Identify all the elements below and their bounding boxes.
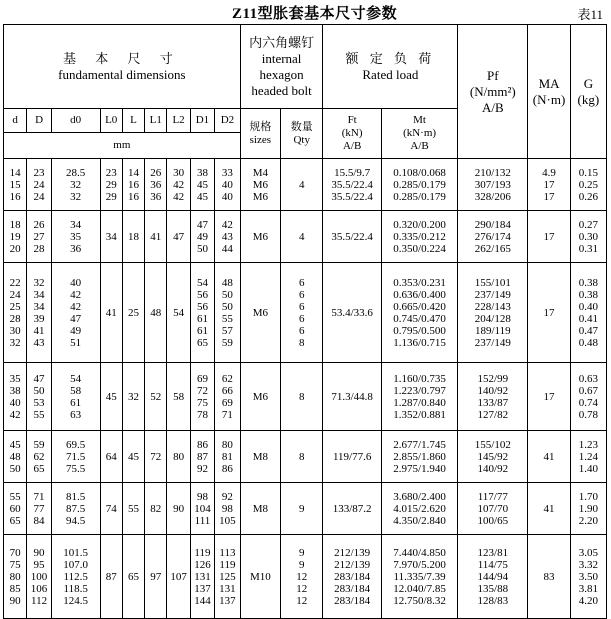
cell-size: M6 — [240, 263, 280, 363]
cell-l2: 30 42 42 — [167, 159, 190, 211]
cell-pf: 123/81 114/75 144/94 135/88 128/83 — [458, 535, 528, 619]
unit-mm: mm — [4, 133, 241, 159]
cell-d2: 42 43 44 — [215, 211, 241, 263]
cell-size: M10 — [240, 535, 280, 619]
table-row — [4, 263, 607, 363]
cell-g: 3.05 3.32 3.50 3.81 4.20 — [570, 535, 606, 619]
cell-d1: 98 104 111 — [190, 483, 214, 535]
col-D: D — [27, 109, 51, 133]
col-L0: L0 — [100, 109, 122, 133]
cell-d: 55 60 65 — [4, 483, 27, 535]
cell-d: 22 24 25 28 30 32 — [4, 263, 27, 363]
cell-g: 1.70 1.90 2.20 — [570, 483, 606, 535]
cell-l0: 45 — [100, 363, 122, 431]
col-d: d — [4, 109, 27, 133]
cell-pf: 290/184 276/174 262/165 — [458, 211, 528, 263]
cell-size: M6 — [240, 211, 280, 263]
cell-g: 0.27 0.30 0.31 — [570, 211, 606, 263]
cell-ma: 17 — [528, 263, 570, 363]
cell-ft: 15.5/9.7 35.5/22.4 35.5/22.4 — [323, 159, 381, 211]
cell-pf: 155/101 237/149 228/143 204/128 189/119 237/149 — [458, 263, 528, 363]
cell-d0: 28.5 32 32 — [51, 159, 100, 211]
col-D1: D1 — [190, 109, 214, 133]
cell-l1: 97 — [145, 535, 167, 619]
title-bar — [0, 2, 611, 24]
cell-d: 47 50 53 55 — [27, 363, 51, 431]
cell-size: M6 — [240, 363, 280, 431]
cell-l2: 80 — [167, 431, 190, 483]
bolt-header: 内六角螺钉 internal hexagon headed bolt — [240, 25, 323, 109]
cell-l: 55 — [122, 483, 144, 535]
cell-d1: 119 126 131 137 144 — [190, 535, 214, 619]
col-ft: Ft (kN) A/B — [323, 109, 381, 159]
cell-ma: 17 — [528, 211, 570, 263]
cell-size: M8 — [240, 431, 280, 483]
cell-mt: 0.108/0.068 0.285/0.179 0.285/0.179 — [381, 159, 457, 211]
cell-size: M8 — [240, 483, 280, 535]
cell-l: 14 16 16 — [122, 159, 144, 211]
cell-ft: 71.3/44.8 — [323, 363, 381, 431]
cell-g: 1.23 1.24 1.40 — [570, 431, 606, 483]
cell-d0: 40 42 42 47 49 51 — [51, 263, 100, 363]
cell-l: 32 — [122, 363, 144, 431]
cell-ma: 4.9 17 17 — [528, 159, 570, 211]
cell-ma: 83 — [528, 535, 570, 619]
col-qty: 数量 Qty — [281, 109, 323, 159]
cell-g: 0.63 0.67 0.74 0.78 — [570, 363, 606, 431]
cell-d: 59 62 65 — [27, 431, 51, 483]
cell-mt: 0.353/0.231 0.636/0.400 0.665/0.420 0.745/0.470 0.795/0.500 1.136/0.715 — [381, 263, 457, 363]
cell-mt: 3.680/2.400 4.015/2.620 4.350/2.840 — [381, 483, 457, 535]
cell-qty: 6 6 6 6 6 8 — [281, 263, 323, 363]
cell-qty: 9 — [281, 483, 323, 535]
cell-ft: 53.4/33.6 — [323, 263, 381, 363]
cell-ft: 212/139 212/139 283/184 283/184 283/184 — [323, 535, 381, 619]
cell-l: 18 — [122, 211, 144, 263]
cell-l1: 52 — [145, 363, 167, 431]
col-mt: Mt (kN·m) A/B — [381, 109, 457, 159]
cell-d: 14 15 16 — [4, 159, 27, 211]
cell-d2: 113 119 125 131 137 — [215, 535, 241, 619]
cell-l0: 64 — [100, 431, 122, 483]
cell-l0: 87 — [100, 535, 122, 619]
col-L1: L1 — [145, 109, 167, 133]
cell-ma: 41 — [528, 483, 570, 535]
cell-qty: 4 — [281, 159, 323, 211]
cell-ft: 35.5/22.4 — [323, 211, 381, 263]
cell-d1: 69 72 75 78 — [190, 363, 214, 431]
cell-qty: 8 — [281, 363, 323, 431]
table-title: Z11型胀套基本尺寸参数 — [232, 6, 398, 22]
table-row — [4, 483, 607, 535]
cell-d: 26 27 28 — [27, 211, 51, 263]
cell-l1: 82 — [145, 483, 167, 535]
cell-d: 18 19 20 — [4, 211, 27, 263]
cell-l1: 26 36 36 — [145, 159, 167, 211]
fundamental-dimensions-header: 基 本 尺 寸 fundamental dimensions — [4, 25, 241, 109]
cell-mt: 2.677/1.745 2.855/1.860 2.975/1.940 — [381, 431, 457, 483]
dimension-table — [3, 24, 607, 619]
cell-l2: 58 — [167, 363, 190, 431]
col-sizes: 规格 sizes — [240, 109, 280, 159]
cell-l: 65 — [122, 535, 144, 619]
cell-l0: 23 29 29 — [100, 159, 122, 211]
col-d0: d0 — [51, 109, 100, 133]
cell-d: 71 77 84 — [27, 483, 51, 535]
pf-header: Pf (N/mm²) A/B — [458, 25, 528, 159]
cell-d0: 81.5 87.5 94.5 — [51, 483, 100, 535]
ma-header: MA (N·m) — [528, 25, 570, 159]
cell-d: 35 38 40 42 — [4, 363, 27, 431]
cell-l: 25 — [122, 263, 144, 363]
table-body — [4, 159, 607, 619]
cell-d1: 47 49 50 — [190, 211, 214, 263]
cell-d: 70 75 80 85 90 — [4, 535, 27, 619]
cell-d2: 62 66 69 71 — [215, 363, 241, 431]
cell-d0: 34 35 36 — [51, 211, 100, 263]
cell-l1: 72 — [145, 431, 167, 483]
cell-d: 90 95 100 106 112 — [27, 535, 51, 619]
cell-d1: 86 87 92 — [190, 431, 214, 483]
g-header: G (kg) — [570, 25, 606, 159]
cell-d: 23 24 24 — [27, 159, 51, 211]
cell-ma: 17 — [528, 363, 570, 431]
cell-l2: 47 — [167, 211, 190, 263]
cell-mt: 1.160/0.735 1.223/0.797 1.287/0.840 1.352/0.881 — [381, 363, 457, 431]
cell-l2: 54 — [167, 263, 190, 363]
rated-load-header: 额 定 负 荷 Rated load — [323, 25, 458, 109]
col-L: L — [122, 109, 144, 133]
cell-d: 45 48 50 — [4, 431, 27, 483]
table-row — [4, 211, 607, 263]
cell-pf: 210/132 307/193 328/206 — [458, 159, 528, 211]
cell-pf: 155/102 145/92 140/92 — [458, 431, 528, 483]
col-D2: D2 — [215, 109, 241, 133]
table-row — [4, 363, 607, 431]
cell-mt: 0.320/0.200 0.335/0.212 0.350/0.224 — [381, 211, 457, 263]
cell-d1: 54 56 56 61 61 65 — [190, 263, 214, 363]
cell-d: 32 34 34 39 41 43 — [27, 263, 51, 363]
cell-d0: 101.5 107.0 112.5 118.5 124.5 — [51, 535, 100, 619]
cell-l0: 41 — [100, 263, 122, 363]
cell-l0: 74 — [100, 483, 122, 535]
cell-d0: 54 58 61 63 — [51, 363, 100, 431]
cell-d2: 33 40 40 — [215, 159, 241, 211]
cell-d0: 69.5 71.5 75.5 — [51, 431, 100, 483]
cell-size: M4 M6 M6 — [240, 159, 280, 211]
cell-l0: 34 — [100, 211, 122, 263]
cell-ft: 119/77.6 — [323, 431, 381, 483]
table-row — [4, 431, 607, 483]
cell-l1: 41 — [145, 211, 167, 263]
cell-ft: 133/87.2 — [323, 483, 381, 535]
cell-pf: 117/77 107/70 100/65 — [458, 483, 528, 535]
cell-l2: 107 — [167, 535, 190, 619]
cell-qty: 4 — [281, 211, 323, 263]
table-row — [4, 159, 607, 211]
cell-g: 0.15 0.25 0.26 — [570, 159, 606, 211]
cell-d2: 92 98 105 — [215, 483, 241, 535]
cell-l: 45 — [122, 431, 144, 483]
cell-g: 0.38 0.38 0.40 0.41 0.47 0.48 — [570, 263, 606, 363]
cell-l2: 90 — [167, 483, 190, 535]
cell-qty: 8 — [281, 431, 323, 483]
table-row — [4, 535, 607, 619]
cell-mt: 7.440/4.850 7.970/5.200 11.335/7.39 12.040/7.85 12.750/8.32 — [381, 535, 457, 619]
cell-d2: 48 50 50 55 57 59 — [215, 263, 241, 363]
cell-d2: 80 81 86 — [215, 431, 241, 483]
cell-ma: 41 — [528, 431, 570, 483]
cell-qty: 9 9 12 12 12 — [281, 535, 323, 619]
cell-l1: 48 — [145, 263, 167, 363]
cell-pf: 152/99 140/92 133/87 127/82 — [458, 363, 528, 431]
table-number: 表11 — [577, 7, 603, 22]
cell-d1: 38 45 45 — [190, 159, 214, 211]
col-L2: L2 — [167, 109, 190, 133]
